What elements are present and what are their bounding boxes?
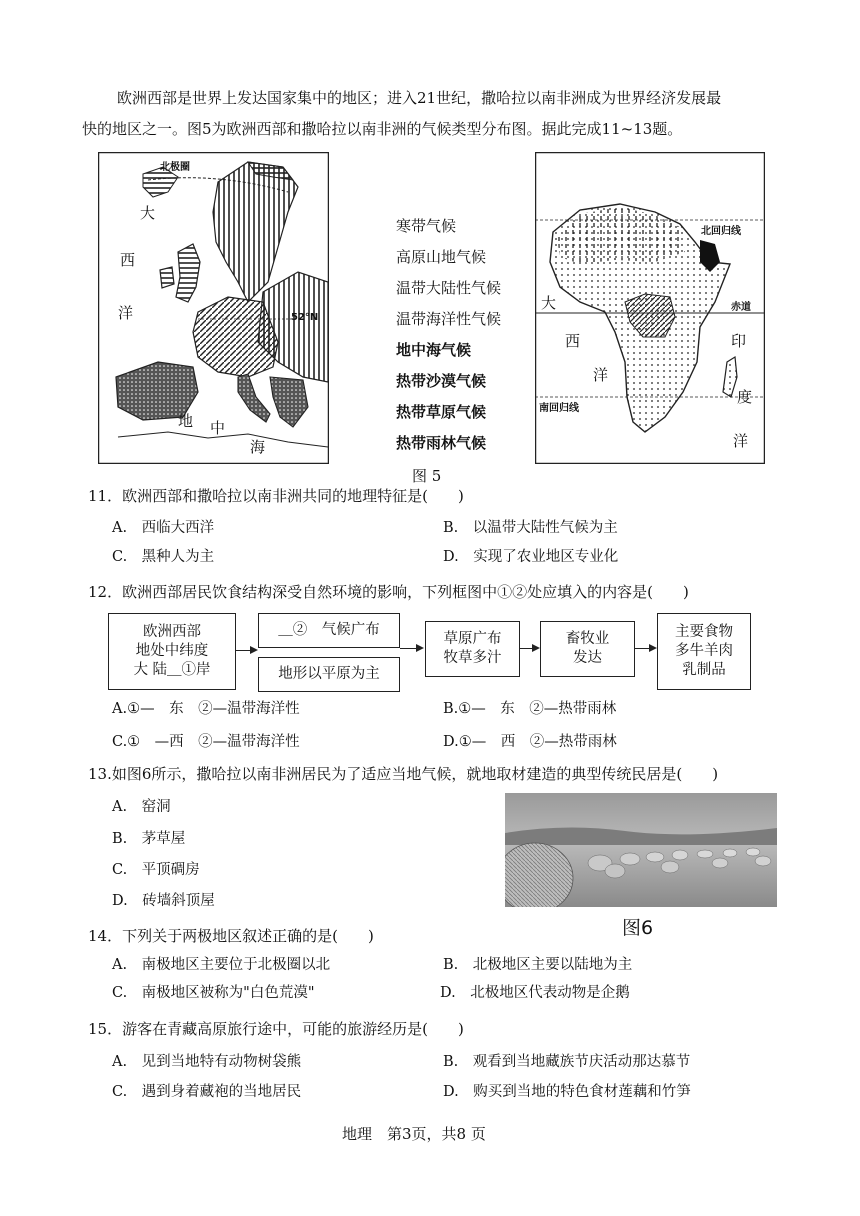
q14-option-b[interactable]: B. 北极地区主要以陆地为主 [443,957,633,973]
flow-box-livestock [540,621,635,677]
q12-option-b[interactable]: B.①— 东 ②—热带雨林 [443,701,617,717]
q13-stem: 13.如图6所示，撒哈拉以南非洲居民为了适应当地气候，就地取材建造的典型传统民居是( ) [88,765,719,783]
legend-item-temperate-maritime: 温带海洋性气候 [396,310,502,328]
q15-stem: 15．游客在青藏高原旅行途中，可能的旅游经历是( ) [88,1020,464,1038]
q15-option-b[interactable]: B. 观看到当地藏族节庆活动那达慕节 [443,1054,691,1070]
q11-option-a[interactable]: A. 西临大西洋 [112,520,215,536]
q11-option-d[interactable]: D. 实现了农业地区专业化 [443,549,619,565]
q12-stem: 12．欧洲西部居民饮食结构深受自然环境的影响，下列框图中①②处应填入的内容是( ) [88,583,689,601]
legend-item-savanna: 热带草原气候 [396,403,487,421]
africa-atlantic-da: 大 [541,294,557,312]
q11-option-b[interactable]: B. 以温带大陆性气候为主 [443,520,618,536]
legend-item-desert: 热带沙漠气候 [396,372,487,390]
q12-option-c[interactable]: C.① —西 ②—温带海洋性 [112,734,300,750]
q12-option-d[interactable]: D.①— 西 ②—热带雨林 [443,734,617,750]
flow-box-terrain [258,657,400,692]
flow-arrow-2 [400,648,422,649]
q12-option-a[interactable]: A.①— 东 ②—温带海洋性 [112,701,300,717]
climate-legend [396,216,501,453]
flow-box-livestock-line2: 发达 [573,650,602,666]
q15-option-c[interactable]: C. 遇到身着藏袍的当地居民 [112,1084,302,1100]
flow-box-location-line2: 地处中纬度 [135,643,209,659]
q14-stem: 14．下列关于两极地区叙述正确的是( ) [88,927,374,945]
intro-line-1: 欧洲西部是世界上发达国家集中的地区；进入21世纪，撒哈拉以南非洲成为世界经济发展最 [117,89,722,107]
flow-box-food-line1: 主要食物 [675,624,733,640]
legend-item-temperate-continental: 温带大陆性气候 [396,279,502,297]
intro-line-2: 快的地区之一。图5为欧洲西部和撒哈拉以南非洲的气候类型分布图。据此完成11~13题。 [82,120,683,138]
legend-item-cold: 寒带气候 [396,217,457,235]
africa-atlantic-xi: 西 [565,332,581,350]
page-footer: 地理 第3页，共8 页 [342,1125,486,1143]
flow-box-food-line3: 乳制品 [682,662,726,678]
flow-box-grassland [425,621,520,677]
flow-box-grassland-line2: 牧草多汁 [443,650,502,666]
med-label-zhong: 中 [210,419,226,437]
tropic-capricorn-label: 南回归线 [539,403,579,414]
q11-option-c[interactable]: C. 黑种人为主 [112,549,215,565]
legend-item-highland: 高原山地气候 [396,248,487,266]
flow-box-climate [258,613,400,648]
europe-climate-map [98,152,329,464]
flow-arrow-3 [520,648,538,649]
figure-5-caption: 图 5 [412,467,442,485]
q14-option-a[interactable]: A. 南极地区主要位于北极圈以北 [112,957,331,973]
q14-option-d[interactable]: D. 北极地区代表动物是企鹅 [440,985,630,1001]
flow-box-food [657,613,751,690]
med-label-di: 地 [178,412,194,430]
q13-option-a[interactable]: A. 窑洞 [112,799,171,815]
atlantic-label-xi: 西 [120,251,136,269]
flow-box-location-line1: 欧洲西部 [143,624,201,640]
q13-option-c[interactable]: C. 平顶碉房 [112,862,200,878]
q14-option-c[interactable]: C. 南极地区被称为"白色荒漠" [112,985,315,1001]
figure-6-photo [505,793,777,907]
africa-indian-yang: 洋 [733,432,749,450]
africa-atlantic-yang: 洋 [593,366,609,384]
legend-item-rainforest: 热带雨林气候 [396,434,487,452]
q13-option-d[interactable]: D. 砖墙斜顶屋 [112,893,215,909]
flow-box-livestock-line1: 畜牧业 [565,631,610,647]
equator-label: 赤道 [731,302,751,313]
flow-box-food-line2: 多牛羊肉 [675,643,733,659]
figure-6-caption: 图6 [622,917,654,939]
flow-box-grassland-line1: 草原广布 [443,631,502,647]
africa-climate-map [535,152,765,464]
lat-52n-label: 52°N [291,312,319,323]
arctic-circle-label: 北极圈 [160,162,190,173]
flow-box-terrain-text: 地形以平原为主 [278,666,380,682]
legend-item-mediterranean: 地中海气候 [396,341,472,359]
tropic-cancer-label: 北回归线 [701,226,741,237]
q13-option-b[interactable]: B. 茅草屋 [112,831,186,847]
flow-box-climate-text: ＿② 气候广布 [278,622,380,638]
africa-indian-du: 度 [737,388,753,406]
q11-stem: 11．欧洲西部和撒哈拉以南非洲共同的地理特征是( ) [88,487,464,505]
q15-option-a[interactable]: A. 见到当地特有动物树袋熊 [112,1054,302,1070]
flow-arrow-1 [236,650,256,651]
atlantic-label-yang: 洋 [118,304,134,322]
africa-indian-yin: 印 [731,332,747,350]
q15-option-d[interactable]: D. 购买到当地的特色食材莲藕和竹笋 [443,1084,691,1100]
flow-arrow-4 [635,648,655,649]
flow-box-location-line3: 大 陆＿①岸 [133,662,211,678]
atlantic-label-da: 大 [140,204,156,222]
med-label-hai: 海 [250,438,266,456]
flow-box-location [108,613,236,690]
